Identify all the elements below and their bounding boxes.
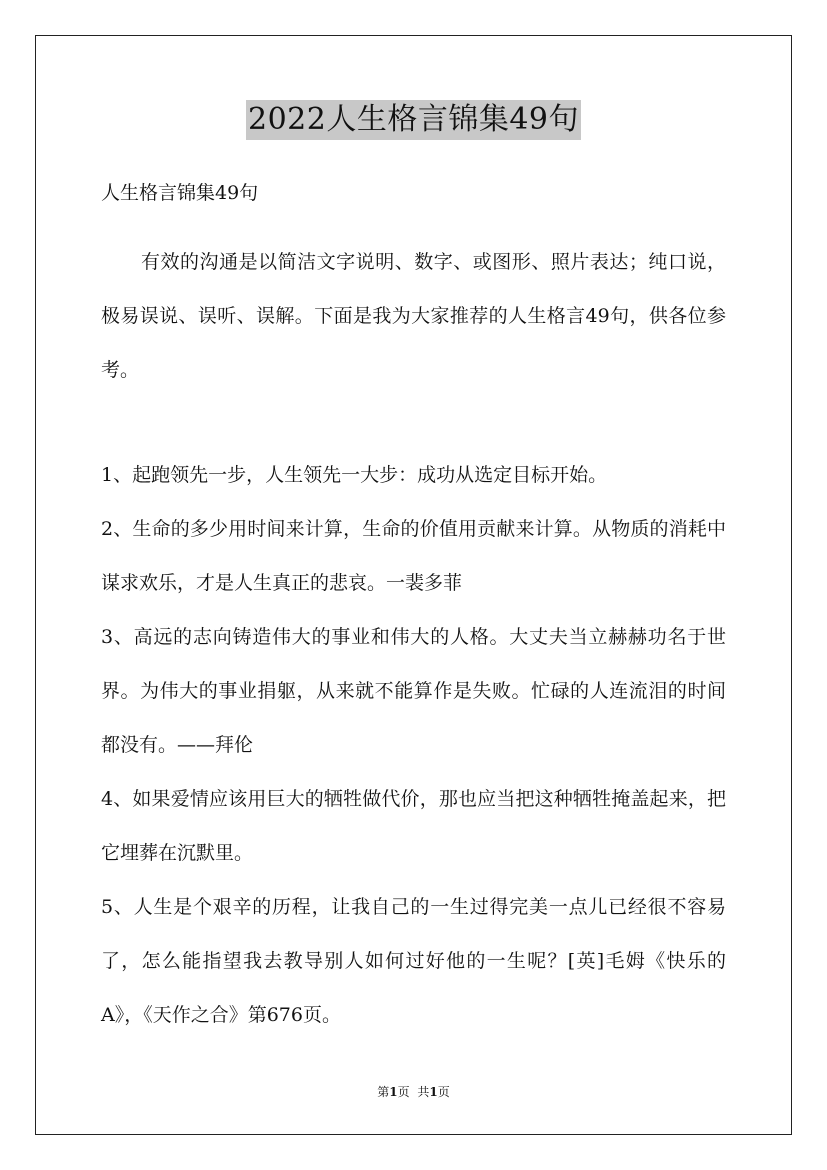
page-current: 1 [389, 1085, 398, 1099]
page-unit: 页 [397, 1085, 410, 1099]
quote-item: 4、如果爱情应该用巨大的牺牲做代价，那也应当把这种牺牲掩盖起来，把它埋葬在沉默里。 [101, 788, 726, 864]
page-prefix: 第 [377, 1085, 390, 1099]
total-unit: 页 [437, 1085, 450, 1099]
quote-item: 2、生命的多少用时间来计算，生命的价值用贡献来计算。从物质的消耗中谋求欢乐，才是人生真正的悲哀。一裴多菲 [101, 518, 726, 594]
total-prefix: 共 [417, 1085, 430, 1099]
intro-paragraph: 有效的沟通是以简洁文字说明、数字、或图形、照片表达；纯口说，极易误说、误听、误解。下面是我为大家推荐的人生格言49句，供各位参考。 [101, 251, 726, 381]
title-container [0, 100, 827, 140]
page-footer [0, 1084, 827, 1100]
quote-item: 3、高远的志向铸造伟大的事业和伟大的人格。大丈夫当立赫赫功名于世界。为伟大的事业捐躯，从来就不能算作是失败。忙碌的人连流泪的时间都没有。——拜伦 [101, 626, 726, 756]
quote-item: 1、起跑领先一步，人生领先一大步：成功从选定目标开始。 [101, 464, 608, 486]
document-title: 2022人生格言锦集49句 [246, 100, 581, 140]
document-subtitle: 人生格言锦集49句 [101, 182, 259, 204]
quote-item: 5、人生是个艰辛的历程，让我自己的一生过得完美一点儿已经很不容易了，怎么能指望我去教导别人如何过好他的一生呢？[英]毛姆《快乐的A》，《天作之合》第676页。 [101, 896, 726, 1026]
quote-list [101, 448, 726, 1042]
page-total: 1 [429, 1085, 438, 1099]
